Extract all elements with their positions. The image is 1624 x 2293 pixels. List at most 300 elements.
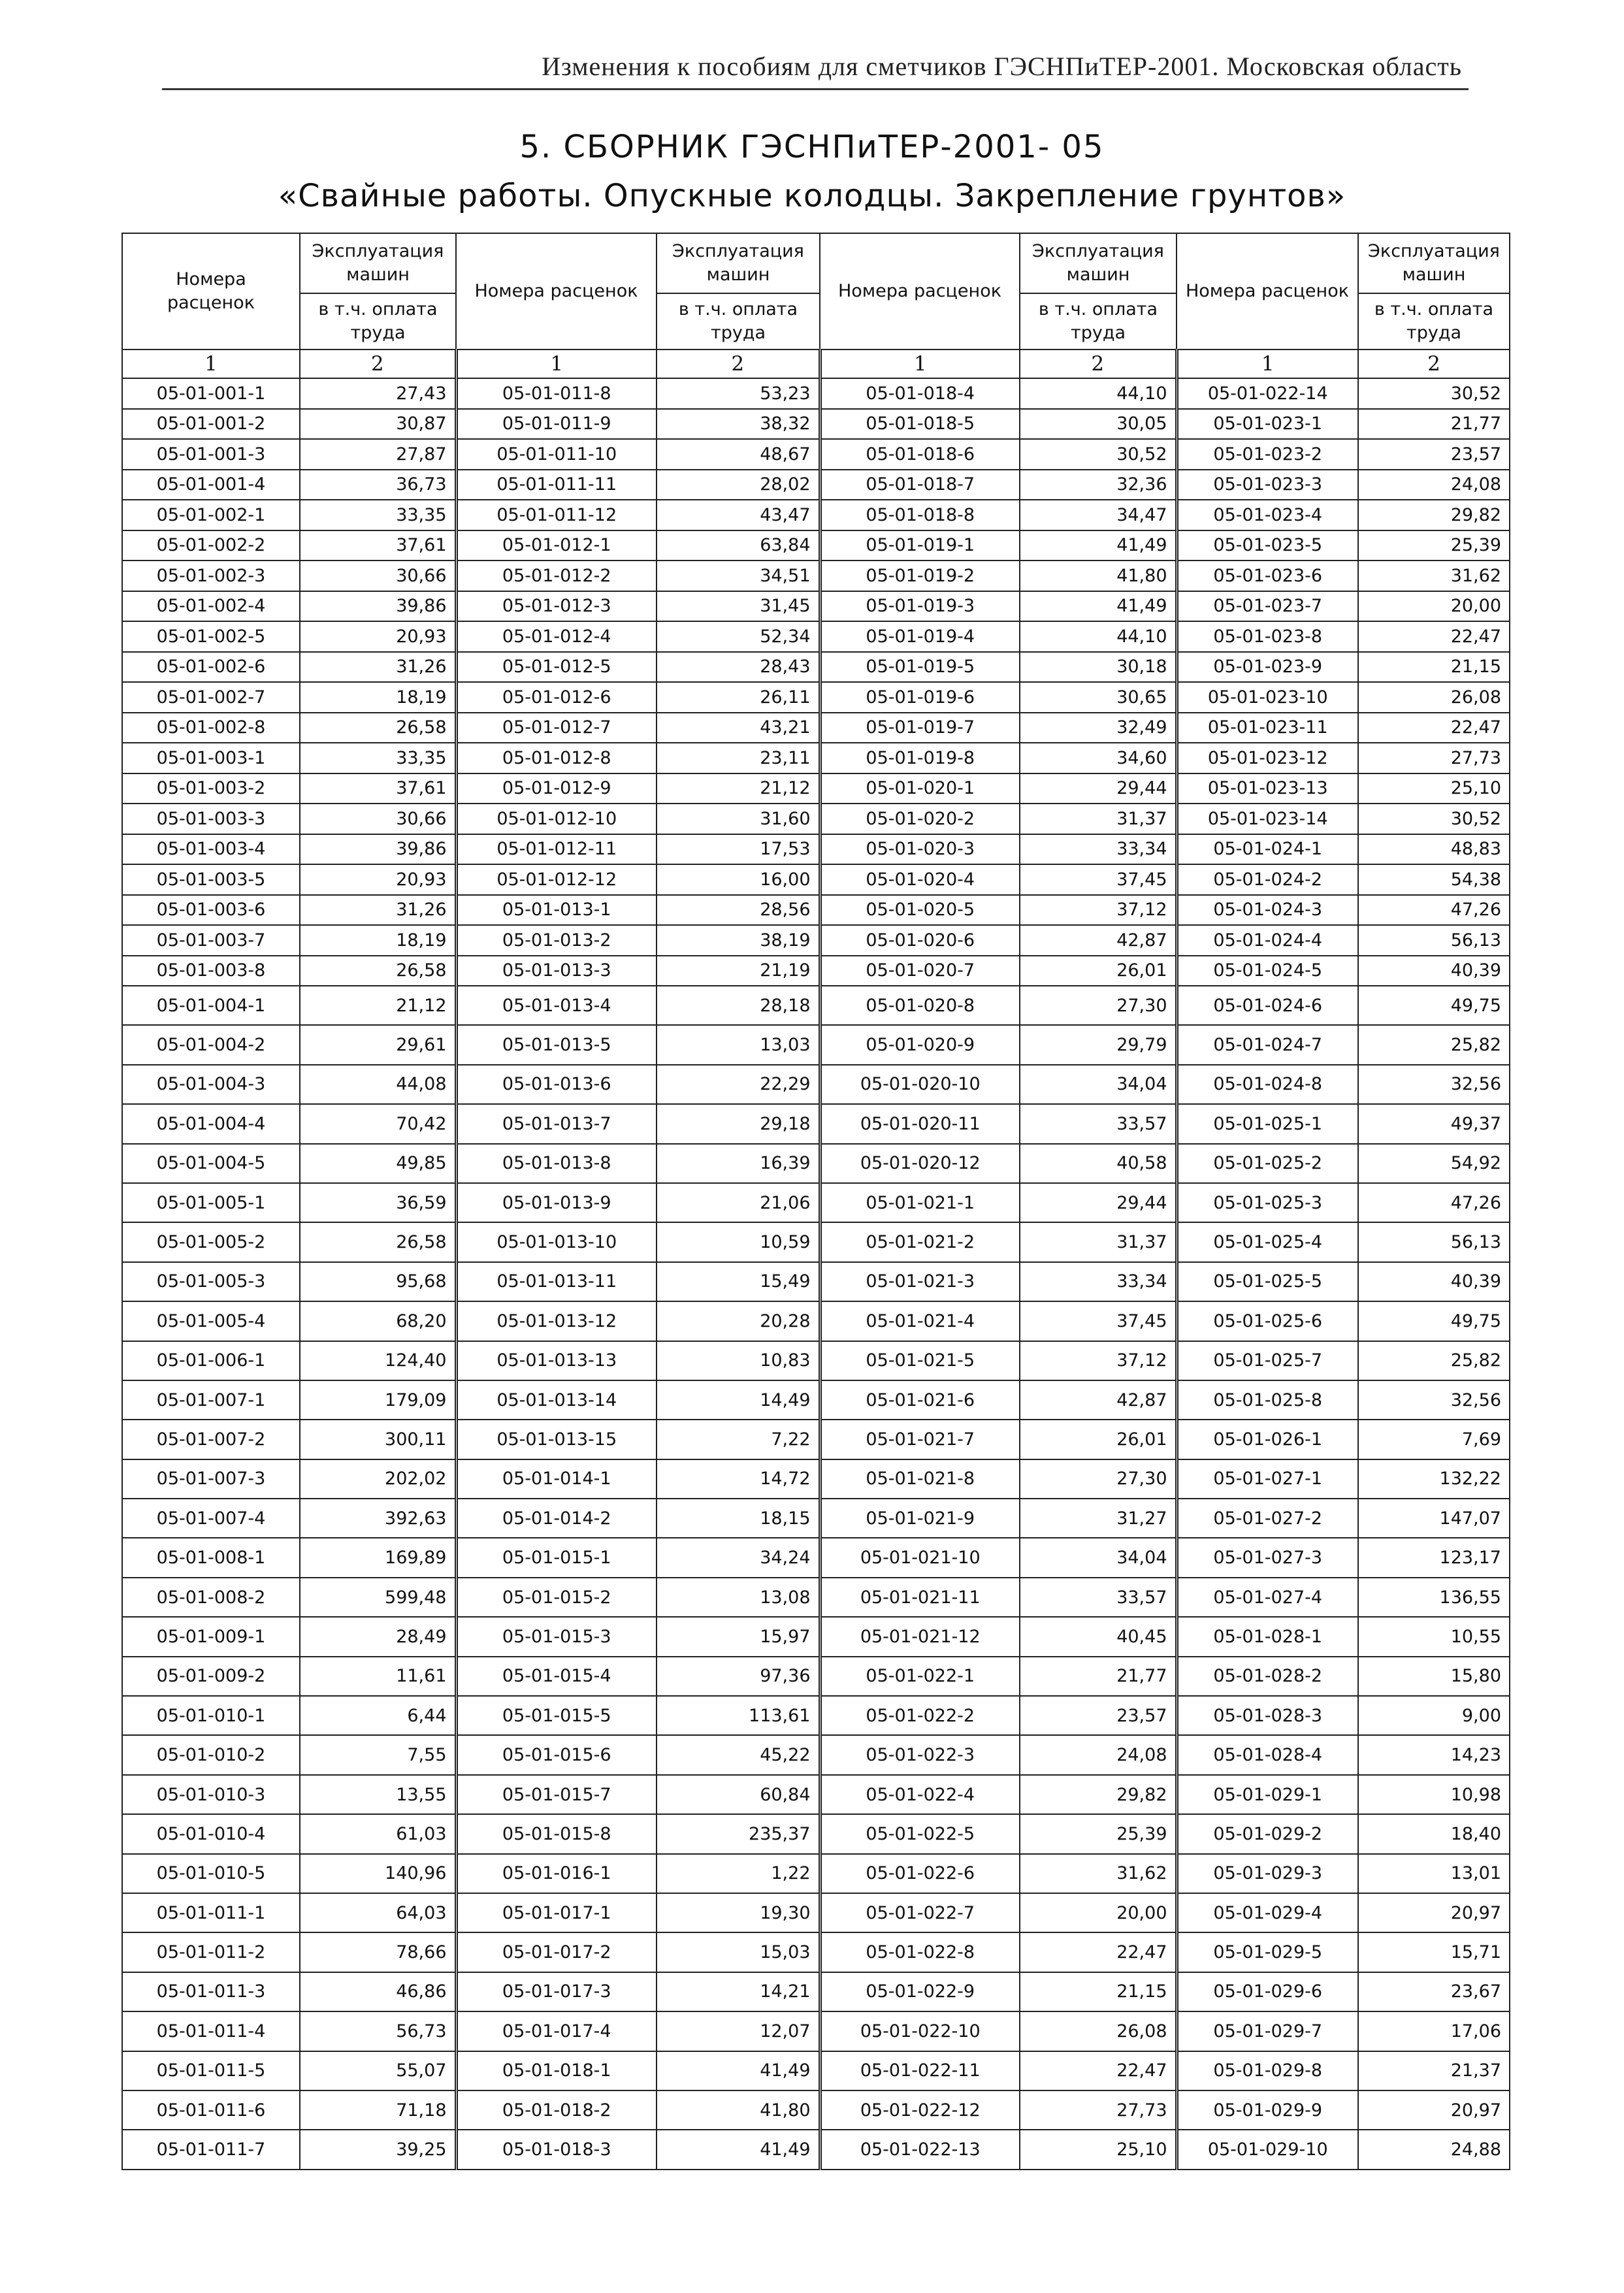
machine-cost-cell: 29,44 — [1020, 1183, 1177, 1222]
rate-code-cell: 05-01-012-3 — [456, 591, 657, 622]
rate-code-cell: 05-01-023-1 — [1177, 409, 1358, 440]
machine-cost-cell: 16,00 — [657, 864, 820, 895]
table-row — [122, 621, 1510, 652]
rate-code-cell: 05-01-018-6 — [820, 439, 1020, 470]
machine-cost-cell: 33,57 — [1020, 1578, 1177, 1617]
rate-code-cell: 05-01-027-4 — [1177, 1578, 1358, 1617]
machine-cost-cell: 42,87 — [1020, 925, 1177, 956]
machine-cost-cell: 32,56 — [1358, 1065, 1510, 1104]
rate-code-cell: 05-01-001-1 — [122, 378, 300, 409]
rate-code-cell: 05-01-022-12 — [820, 2090, 1020, 2130]
table-row — [122, 1854, 1510, 1893]
machine-cost-cell: 34,24 — [657, 1538, 820, 1577]
rate-code-cell: 05-01-019-6 — [820, 682, 1020, 713]
machine-cost-cell: 37,12 — [1020, 1341, 1177, 1380]
rate-code-cell: 05-01-024-5 — [1177, 956, 1358, 986]
column-number: 2 — [657, 350, 820, 378]
table-row — [122, 1183, 1510, 1222]
machine-cost-cell: 70,42 — [300, 1104, 456, 1143]
machine-cost-cell: 34,47 — [1020, 500, 1177, 530]
rate-code-cell: 05-01-022-8 — [820, 1932, 1020, 1972]
column-header-codes: Номера расценок — [122, 233, 300, 350]
rate-code-cell: 05-01-025-1 — [1177, 1104, 1358, 1143]
column-header-codes: Номера расценок — [820, 233, 1020, 350]
rate-code-cell: 05-01-013-4 — [456, 986, 657, 1025]
table-row — [122, 561, 1510, 591]
rate-code-cell: 05-01-014-1 — [456, 1459, 657, 1499]
rate-code-cell: 05-01-011-6 — [122, 2090, 300, 2130]
rate-code-cell: 05-01-013-3 — [456, 956, 657, 986]
table-row — [122, 1538, 1510, 1577]
machine-cost-cell: 14,23 — [1358, 1735, 1510, 1774]
machine-cost-cell: 49,75 — [1358, 1301, 1510, 1341]
machine-cost-cell: 36,59 — [300, 1183, 456, 1222]
machine-cost-cell: 30,18 — [1020, 652, 1177, 683]
rate-code-cell: 05-01-029-8 — [1177, 2051, 1358, 2090]
machine-cost-cell: 21,77 — [1358, 409, 1510, 440]
machine-cost-cell: 26,08 — [1358, 682, 1510, 713]
rate-code-cell: 05-01-011-12 — [456, 500, 657, 530]
machine-cost-cell: 97,36 — [657, 1657, 820, 1696]
machine-cost-cell: 31,37 — [1020, 1222, 1177, 1261]
table-row — [122, 804, 1510, 834]
rate-code-cell: 05-01-025-8 — [1177, 1380, 1358, 1420]
machine-cost-cell: 29,44 — [1020, 773, 1177, 804]
machine-cost-cell: 140,96 — [300, 1854, 456, 1893]
machine-cost-cell: 235,37 — [657, 1814, 820, 1853]
machine-cost-cell: 30,52 — [1358, 804, 1510, 834]
rate-code-cell: 05-01-015-6 — [456, 1735, 657, 1774]
machine-cost-cell: 9,00 — [1358, 1696, 1510, 1735]
column-number: 1 — [1177, 350, 1358, 378]
rate-code-cell: 05-01-011-4 — [122, 2011, 300, 2051]
machine-cost-cell: 37,61 — [300, 530, 456, 561]
rate-code-cell: 05-01-015-5 — [456, 1696, 657, 1735]
machine-cost-cell: 23,57 — [1020, 1696, 1177, 1735]
rate-code-cell: 05-01-003-4 — [122, 834, 300, 865]
rate-code-cell: 05-01-024-6 — [1177, 986, 1358, 1025]
machine-cost-cell: 28,56 — [657, 895, 820, 926]
table-row — [122, 773, 1510, 804]
machine-cost-cell: 31,45 — [657, 591, 820, 622]
machine-cost-cell: 29,61 — [300, 1025, 456, 1064]
rate-code-cell: 05-01-025-5 — [1177, 1262, 1358, 1301]
rate-code-cell: 05-01-019-1 — [820, 530, 1020, 561]
machine-cost-cell: 21,12 — [300, 986, 456, 1025]
rate-code-cell: 05-01-029-10 — [1177, 2130, 1358, 2169]
machine-cost-cell: 31,62 — [1020, 1854, 1177, 1893]
machine-cost-cell: 44,10 — [1020, 621, 1177, 652]
rate-code-cell: 05-01-029-3 — [1177, 1854, 1358, 1893]
machine-cost-cell: 13,08 — [657, 1578, 820, 1617]
column-header-codes: Номера расценок — [1177, 233, 1358, 350]
rate-code-cell: 05-01-010-5 — [122, 1854, 300, 1893]
rate-code-cell: 05-01-019-4 — [820, 621, 1020, 652]
rate-code-cell: 05-01-004-2 — [122, 1025, 300, 1064]
rate-code-cell: 05-01-025-6 — [1177, 1301, 1358, 1341]
machine-cost-cell: 40,39 — [1358, 956, 1510, 986]
machine-cost-cell: 41,49 — [657, 2130, 820, 2169]
machine-cost-cell: 68,20 — [300, 1301, 456, 1341]
rate-code-cell: 05-01-004-1 — [122, 986, 300, 1025]
machine-cost-cell: 21,15 — [1020, 1972, 1177, 2011]
table-row — [122, 1341, 1510, 1380]
table-row — [122, 500, 1510, 530]
rate-code-cell: 05-01-015-2 — [456, 1578, 657, 1617]
rate-code-cell: 05-01-020-11 — [820, 1104, 1020, 1143]
table-row — [122, 713, 1510, 743]
machine-cost-cell: 15,97 — [657, 1617, 820, 1656]
table-row — [122, 1262, 1510, 1301]
rate-code-cell: 05-01-022-13 — [820, 2130, 1020, 2169]
machine-cost-cell: 52,34 — [657, 621, 820, 652]
rate-code-cell: 05-01-025-7 — [1177, 1341, 1358, 1380]
machine-cost-cell: 27,30 — [1020, 1459, 1177, 1499]
table-row — [122, 895, 1510, 926]
rate-code-cell: 05-01-002-3 — [122, 561, 300, 591]
rate-code-cell: 05-01-020-12 — [820, 1144, 1020, 1183]
rate-code-cell: 05-01-029-7 — [1177, 2011, 1358, 2051]
column-header-machines: Эксплуатация машин — [657, 233, 820, 293]
rate-code-cell: 05-01-010-3 — [122, 1775, 300, 1814]
rate-code-cell: 05-01-029-4 — [1177, 1893, 1358, 1932]
rate-code-cell: 05-01-022-2 — [820, 1696, 1020, 1735]
machine-cost-cell: 7,69 — [1358, 1420, 1510, 1459]
rate-code-cell: 05-01-018-7 — [820, 470, 1020, 500]
rate-code-cell: 05-01-010-4 — [122, 1814, 300, 1853]
rate-code-cell: 05-01-020-10 — [820, 1065, 1020, 1104]
table-row — [122, 2130, 1510, 2169]
table-row — [122, 1893, 1510, 1932]
machine-cost-cell: 31,26 — [300, 895, 456, 926]
machine-cost-cell: 56,13 — [1358, 1222, 1510, 1261]
collection-title-subject: «Свайные работы. Опускные колодцы. Закрепление грунтов» — [278, 178, 1346, 214]
rate-code-cell: 05-01-022-10 — [820, 2011, 1020, 2051]
column-header-labor: в т.ч. оплата труда — [1020, 293, 1177, 350]
column-number: 2 — [1358, 350, 1510, 378]
machine-cost-cell: 33,35 — [300, 743, 456, 773]
rate-code-cell: 05-01-003-7 — [122, 925, 300, 956]
table-row — [122, 1025, 1510, 1064]
column-number: 1 — [820, 350, 1020, 378]
machine-cost-cell: 21,19 — [657, 956, 820, 986]
machine-cost-cell: 30,65 — [1020, 682, 1177, 713]
machine-cost-cell: 20,97 — [1358, 2090, 1510, 2130]
rate-code-cell: 05-01-022-6 — [820, 1854, 1020, 1893]
rate-code-cell: 05-01-011-5 — [122, 2051, 300, 2090]
rate-code-cell: 05-01-020-3 — [820, 834, 1020, 865]
rate-code-cell: 05-01-002-4 — [122, 591, 300, 622]
machine-cost-cell: 41,49 — [657, 2051, 820, 2090]
rate-code-cell: 05-01-013-2 — [456, 925, 657, 956]
machine-cost-cell: 49,37 — [1358, 1104, 1510, 1143]
rate-code-cell: 05-01-002-2 — [122, 530, 300, 561]
rate-code-cell: 05-01-021-6 — [820, 1380, 1020, 1420]
rate-code-cell: 05-01-023-5 — [1177, 530, 1358, 561]
machine-cost-cell: 47,26 — [1358, 1183, 1510, 1222]
table-row — [122, 1144, 1510, 1183]
machine-cost-cell: 26,58 — [300, 713, 456, 743]
rate-code-cell: 05-01-020-9 — [820, 1025, 1020, 1064]
machine-cost-cell: 23,57 — [1358, 439, 1510, 470]
machine-cost-cell: 30,05 — [1020, 409, 1177, 440]
machine-cost-cell: 113,61 — [657, 1696, 820, 1735]
machine-cost-cell: 33,57 — [1020, 1104, 1177, 1143]
rate-code-cell: 05-01-023-2 — [1177, 439, 1358, 470]
table-row — [122, 1972, 1510, 2011]
rate-code-cell: 05-01-002-5 — [122, 621, 300, 652]
rate-code-cell: 05-01-012-11 — [456, 834, 657, 865]
machine-cost-cell: 26,08 — [1020, 2011, 1177, 2051]
rate-code-cell: 05-01-029-5 — [1177, 1932, 1358, 1972]
rate-code-cell: 05-01-006-1 — [122, 1341, 300, 1380]
machine-cost-cell: 71,18 — [300, 2090, 456, 2130]
machine-cost-cell: 19,30 — [657, 1893, 820, 1932]
machine-cost-cell: 34,04 — [1020, 1538, 1177, 1577]
rate-code-cell: 05-01-020-2 — [820, 804, 1020, 834]
machine-cost-cell: 26,01 — [1020, 1420, 1177, 1459]
machine-cost-cell: 22,47 — [1020, 2051, 1177, 2090]
machine-cost-cell: 15,71 — [1358, 1932, 1510, 1972]
rate-code-cell: 05-01-019-8 — [820, 743, 1020, 773]
rate-code-cell: 05-01-017-4 — [456, 2011, 657, 2051]
table-row — [122, 1657, 1510, 1696]
machine-cost-cell: 34,51 — [657, 561, 820, 591]
machine-cost-cell: 27,87 — [300, 439, 456, 470]
column-header-codes: Номера расценок — [456, 233, 657, 350]
rate-code-cell: 05-01-013-14 — [456, 1380, 657, 1420]
machine-cost-cell: 29,82 — [1020, 1775, 1177, 1814]
machine-cost-cell: 28,18 — [657, 986, 820, 1025]
collection-title-number: 5. СБОРНИК ГЭСНПиТЕР-2001- 05 — [519, 129, 1105, 165]
machine-cost-cell: 95,68 — [300, 1262, 456, 1301]
machine-cost-cell: 78,66 — [300, 1932, 456, 1972]
rate-code-cell: 05-01-028-2 — [1177, 1657, 1358, 1696]
rate-code-cell: 05-01-026-1 — [1177, 1420, 1358, 1459]
machine-cost-cell: 64,03 — [300, 1893, 456, 1932]
machine-cost-cell: 202,02 — [300, 1459, 456, 1499]
rate-code-cell: 05-01-021-8 — [820, 1459, 1020, 1499]
machine-cost-cell: 29,18 — [657, 1104, 820, 1143]
machine-cost-cell: 56,13 — [1358, 925, 1510, 956]
table-row — [122, 834, 1510, 865]
table-row — [122, 1617, 1510, 1656]
machine-cost-cell: 53,23 — [657, 378, 820, 409]
rate-code-cell: 05-01-027-2 — [1177, 1499, 1358, 1538]
rate-code-cell: 05-01-003-6 — [122, 895, 300, 926]
machine-cost-cell: 12,07 — [657, 2011, 820, 2051]
table-row — [122, 1222, 1510, 1261]
rate-code-cell: 05-01-004-3 — [122, 1065, 300, 1104]
table-row — [122, 1775, 1510, 1814]
machine-cost-cell: 31,27 — [1020, 1499, 1177, 1538]
machine-cost-cell: 18,15 — [657, 1499, 820, 1538]
machine-cost-cell: 60,84 — [657, 1775, 820, 1814]
machine-cost-cell: 27,73 — [1358, 743, 1510, 773]
rate-code-cell: 05-01-016-1 — [456, 1854, 657, 1893]
rate-code-cell: 05-01-021-3 — [820, 1262, 1020, 1301]
table-row — [122, 652, 1510, 683]
rate-code-cell: 05-01-005-4 — [122, 1301, 300, 1341]
machine-cost-cell: 37,45 — [1020, 864, 1177, 895]
rate-code-cell: 05-01-025-3 — [1177, 1183, 1358, 1222]
machine-cost-cell: 61,03 — [300, 1814, 456, 1853]
rate-code-cell: 05-01-022-1 — [820, 1657, 1020, 1696]
rate-code-cell: 05-01-021-1 — [820, 1183, 1020, 1222]
rate-code-cell: 05-01-011-10 — [456, 439, 657, 470]
machine-cost-cell: 42,87 — [1020, 1380, 1177, 1420]
table-row — [122, 2051, 1510, 2090]
rate-code-cell: 05-01-024-8 — [1177, 1065, 1358, 1104]
rate-code-cell: 05-01-012-8 — [456, 743, 657, 773]
machine-cost-cell: 33,34 — [1020, 1262, 1177, 1301]
machine-cost-cell: 40,39 — [1358, 1262, 1510, 1301]
machine-cost-cell: 26,01 — [1020, 956, 1177, 986]
rate-code-cell: 05-01-023-13 — [1177, 773, 1358, 804]
machine-cost-cell: 44,08 — [300, 1065, 456, 1104]
rate-code-cell: 05-01-021-7 — [820, 1420, 1020, 1459]
rate-code-cell: 05-01-021-12 — [820, 1617, 1020, 1656]
machine-cost-cell: 31,26 — [300, 652, 456, 683]
table-row — [122, 986, 1510, 1025]
machine-cost-cell: 10,98 — [1358, 1775, 1510, 1814]
machine-cost-cell: 15,03 — [657, 1932, 820, 1972]
header-divider — [162, 88, 1469, 90]
rate-code-cell: 05-01-003-2 — [122, 773, 300, 804]
rate-code-cell: 05-01-020-7 — [820, 956, 1020, 986]
table-row — [122, 2011, 1510, 2051]
rate-code-cell: 05-01-022-7 — [820, 1893, 1020, 1932]
rate-code-cell: 05-01-013-5 — [456, 1025, 657, 1064]
column-number: 1 — [456, 350, 657, 378]
machine-cost-cell: 13,55 — [300, 1775, 456, 1814]
rate-code-cell: 05-01-027-3 — [1177, 1538, 1358, 1577]
rate-code-cell: 05-01-009-2 — [122, 1657, 300, 1696]
rate-code-cell: 05-01-018-5 — [820, 409, 1020, 440]
rate-code-cell: 05-01-015-7 — [456, 1775, 657, 1814]
machine-cost-cell: 30,66 — [300, 561, 456, 591]
rate-code-cell: 05-01-005-2 — [122, 1222, 300, 1261]
table-row — [122, 470, 1510, 500]
rate-code-cell: 05-01-018-4 — [820, 378, 1020, 409]
machine-cost-cell: 26,58 — [300, 956, 456, 986]
rate-code-cell: 05-01-004-4 — [122, 1104, 300, 1143]
rate-code-cell: 05-01-013-10 — [456, 1222, 657, 1261]
table-row — [122, 409, 1510, 440]
column-number: 2 — [300, 350, 456, 378]
rate-code-cell: 05-01-012-12 — [456, 864, 657, 895]
rate-code-cell: 05-01-017-1 — [456, 1893, 657, 1932]
machine-cost-cell: 16,39 — [657, 1144, 820, 1183]
rate-code-cell: 05-01-024-1 — [1177, 834, 1358, 865]
rate-code-cell: 05-01-013-11 — [456, 1262, 657, 1301]
rate-code-cell: 05-01-019-2 — [820, 561, 1020, 591]
rate-code-cell: 05-01-021-11 — [820, 1578, 1020, 1617]
machine-cost-cell: 392,63 — [300, 1499, 456, 1538]
machine-cost-cell: 6,44 — [300, 1696, 456, 1735]
rate-code-cell: 05-01-015-8 — [456, 1814, 657, 1853]
machine-cost-cell: 26,11 — [657, 682, 820, 713]
machine-cost-cell: 22,47 — [1020, 1932, 1177, 1972]
machine-cost-cell: 49,85 — [300, 1144, 456, 1183]
machine-cost-cell: 25,82 — [1358, 1025, 1510, 1064]
machine-cost-cell: 124,40 — [300, 1341, 456, 1380]
machine-cost-cell: 39,25 — [300, 2130, 456, 2169]
machine-cost-cell: 48,67 — [657, 439, 820, 470]
machine-cost-cell: 136,55 — [1358, 1578, 1510, 1617]
machine-cost-cell: 39,86 — [300, 834, 456, 865]
column-header-labor: в т.ч. оплата труда — [300, 293, 456, 350]
rate-code-cell: 05-01-024-7 — [1177, 1025, 1358, 1064]
rate-code-cell: 05-01-011-8 — [456, 378, 657, 409]
machine-cost-cell: 7,55 — [300, 1735, 456, 1774]
table-row — [122, 956, 1510, 986]
machine-cost-cell: 14,72 — [657, 1459, 820, 1499]
machine-cost-cell: 31,60 — [657, 804, 820, 834]
rate-code-cell: 05-01-017-2 — [456, 1932, 657, 1972]
rate-code-cell: 05-01-013-13 — [456, 1341, 657, 1380]
rate-code-cell: 05-01-021-4 — [820, 1301, 1020, 1341]
rate-code-cell: 05-01-001-3 — [122, 439, 300, 470]
rate-code-cell: 05-01-002-1 — [122, 500, 300, 530]
machine-cost-cell: 1,22 — [657, 1854, 820, 1893]
machine-cost-cell: 10,83 — [657, 1341, 820, 1380]
machine-cost-cell: 49,75 — [1358, 986, 1510, 1025]
rate-code-cell: 05-01-021-2 — [820, 1222, 1020, 1261]
column-number: 1 — [122, 350, 300, 378]
machine-cost-cell: 56,73 — [300, 2011, 456, 2051]
rate-code-cell: 05-01-012-6 — [456, 682, 657, 713]
machine-cost-cell: 10,55 — [1358, 1617, 1510, 1656]
table-row — [122, 1814, 1510, 1853]
rate-code-cell: 05-01-012-10 — [456, 804, 657, 834]
rate-code-cell: 05-01-020-1 — [820, 773, 1020, 804]
machine-cost-cell: 18,40 — [1358, 1814, 1510, 1853]
rate-code-cell: 05-01-019-5 — [820, 652, 1020, 683]
rate-code-cell: 05-01-009-1 — [122, 1617, 300, 1656]
machine-cost-cell: 34,60 — [1020, 743, 1177, 773]
machine-cost-cell: 29,82 — [1358, 500, 1510, 530]
rate-code-cell: 05-01-018-3 — [456, 2130, 657, 2169]
machine-cost-cell: 54,38 — [1358, 864, 1510, 895]
machine-cost-cell: 14,21 — [657, 1972, 820, 2011]
machine-cost-cell: 44,10 — [1020, 378, 1177, 409]
machine-cost-cell: 25,39 — [1358, 530, 1510, 561]
rate-code-cell: 05-01-022-9 — [820, 1972, 1020, 2011]
machine-cost-cell: 27,73 — [1020, 2090, 1177, 2130]
machine-cost-cell: 169,89 — [300, 1538, 456, 1577]
machine-cost-cell: 32,36 — [1020, 470, 1177, 500]
rate-code-cell: 05-01-013-1 — [456, 895, 657, 926]
table-row — [122, 591, 1510, 622]
rate-code-cell: 05-01-007-2 — [122, 1420, 300, 1459]
rate-code-cell: 05-01-012-4 — [456, 621, 657, 652]
rate-code-cell: 05-01-023-9 — [1177, 652, 1358, 683]
rate-code-cell: 05-01-003-1 — [122, 743, 300, 773]
rate-code-cell: 05-01-018-2 — [456, 2090, 657, 2130]
rate-code-cell: 05-01-013-15 — [456, 1420, 657, 1459]
table-row — [122, 1065, 1510, 1104]
table-row — [122, 1104, 1510, 1143]
table-row — [122, 864, 1510, 895]
machine-cost-cell: 38,19 — [657, 925, 820, 956]
table-row — [122, 439, 1510, 470]
machine-cost-cell: 17,53 — [657, 834, 820, 865]
rate-code-cell: 05-01-011-7 — [122, 2130, 300, 2169]
machine-cost-cell: 13,01 — [1358, 1854, 1510, 1893]
rate-code-cell: 05-01-022-14 — [1177, 378, 1358, 409]
rate-code-cell: 05-01-019-3 — [820, 591, 1020, 622]
